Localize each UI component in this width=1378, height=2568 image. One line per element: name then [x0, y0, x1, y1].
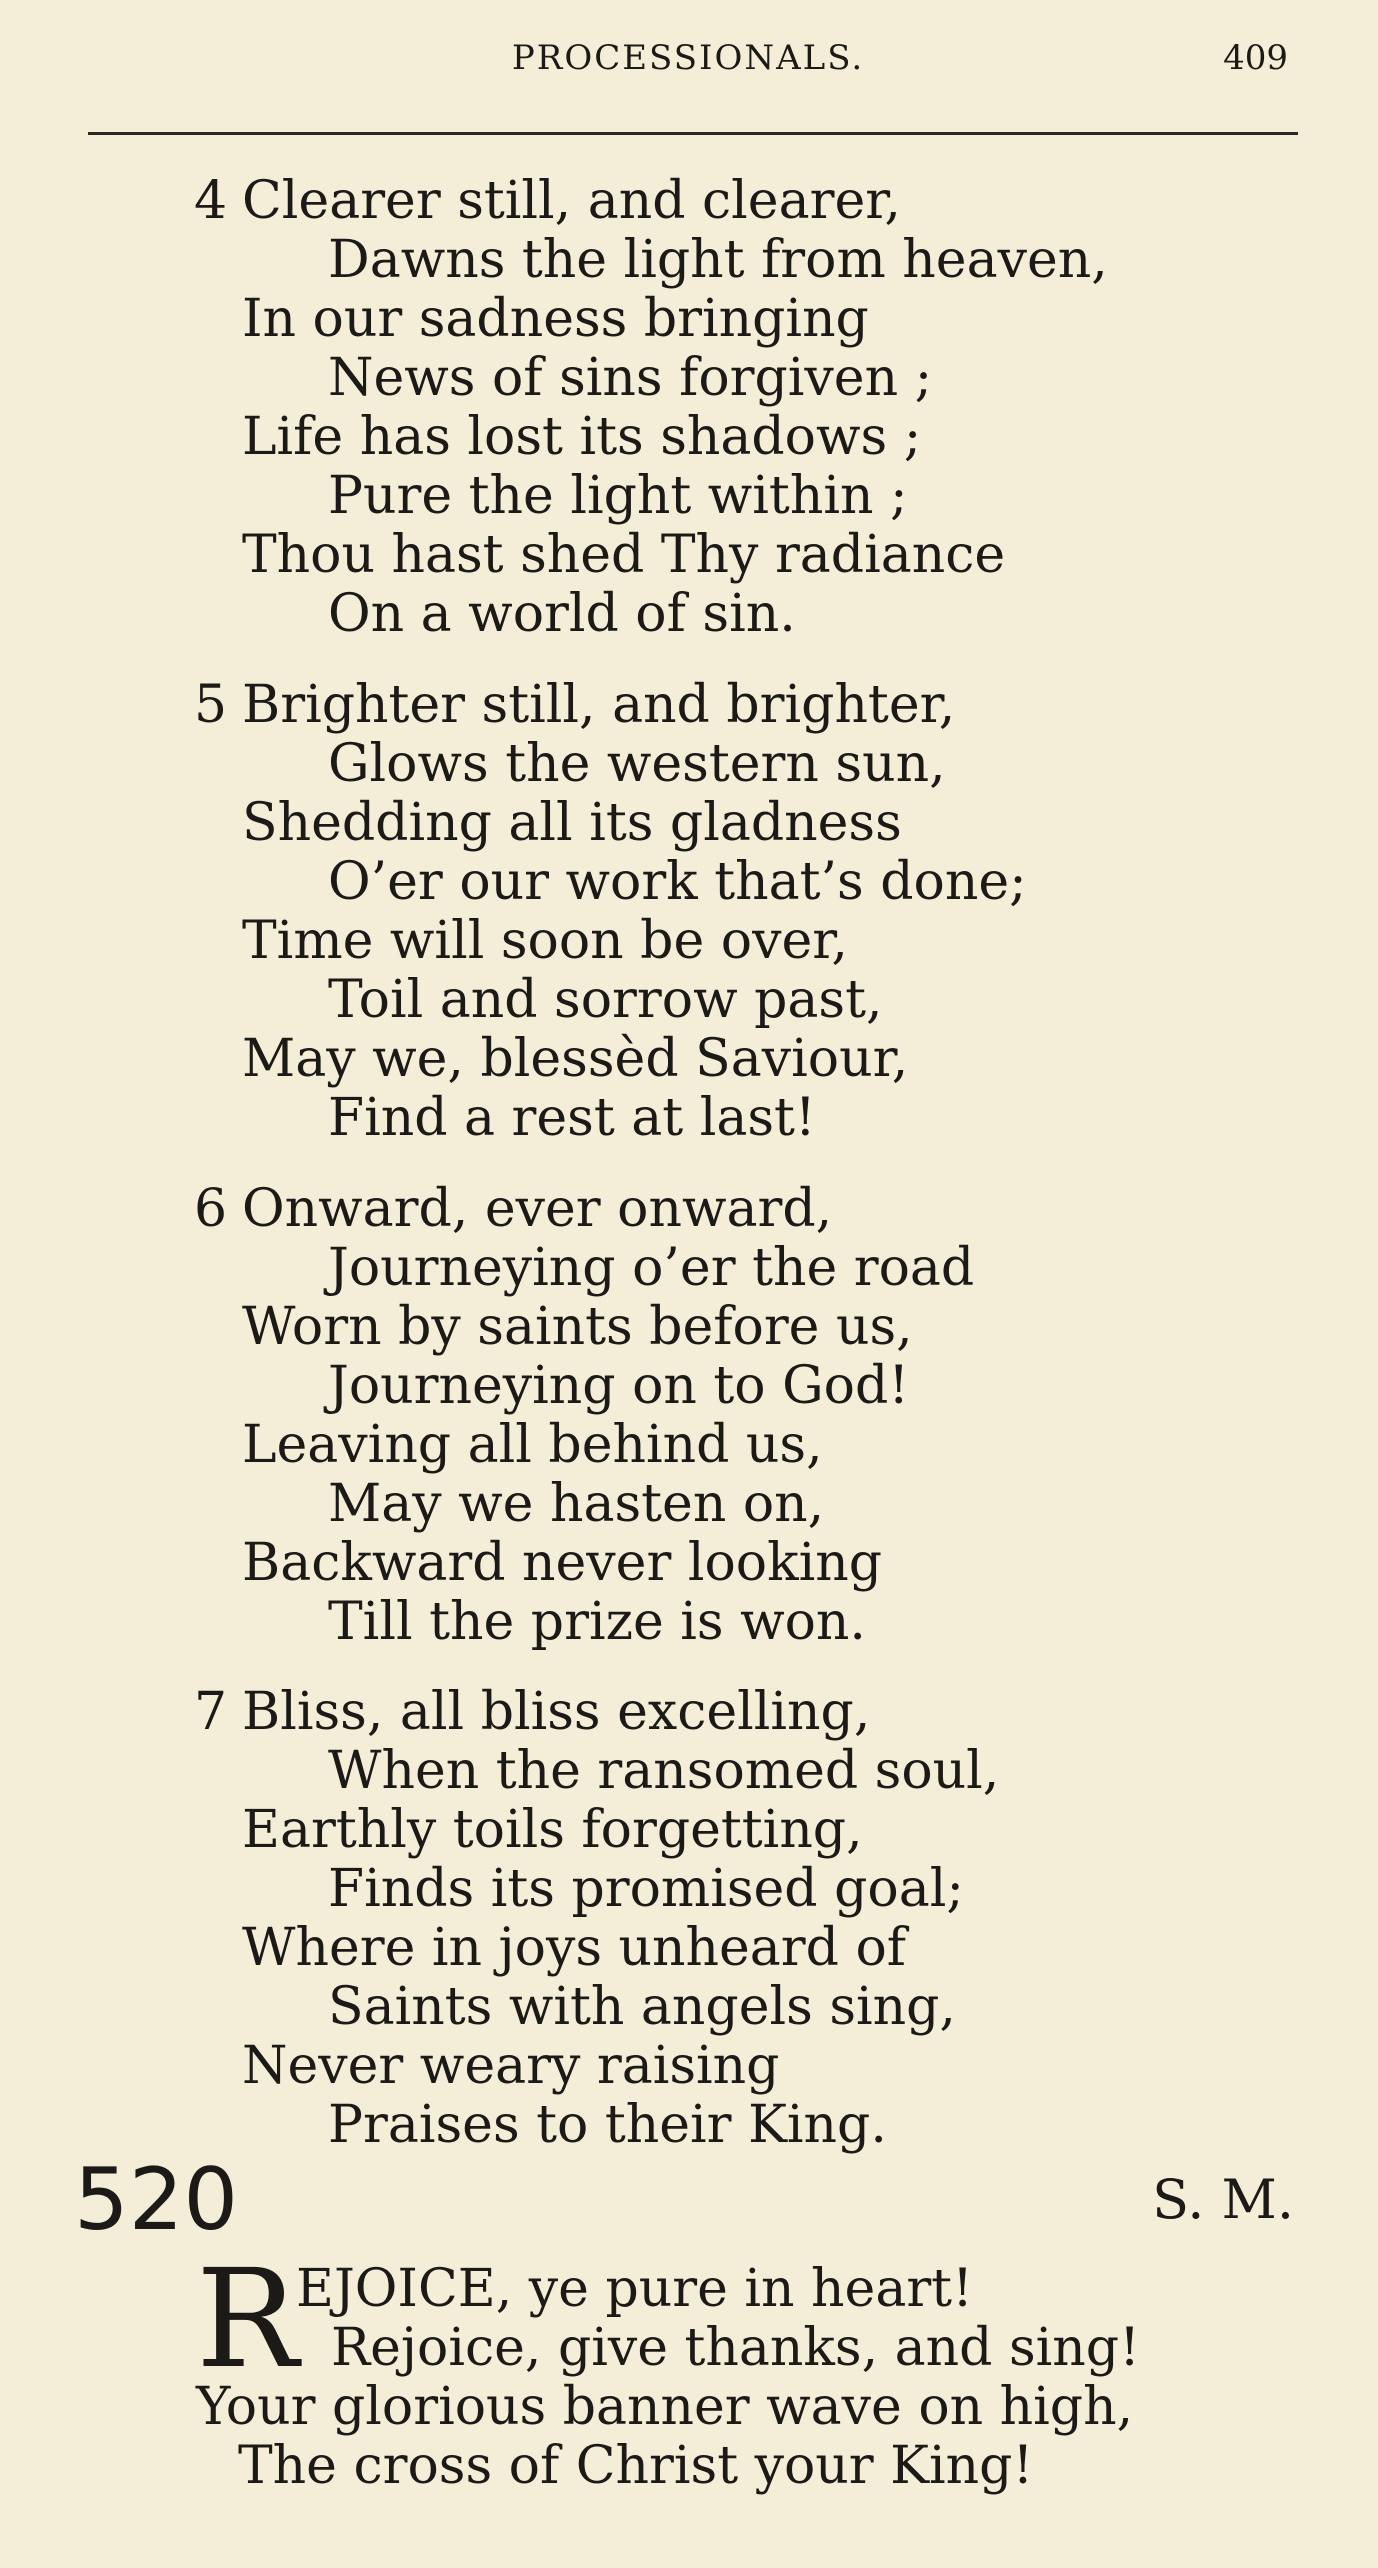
verse-line: O’er our work that’s done; — [328, 852, 1027, 912]
verse-line: In our sadness bringing — [242, 289, 869, 349]
hymn-heading — [74, 2150, 1294, 2250]
verse-line: The cross of Christ your King! — [238, 2436, 1034, 2496]
verse-line: Onward, ever onward, — [242, 1179, 833, 1239]
hymn-meter: S. M. — [1152, 2168, 1294, 2231]
verse-line: Time will soon be over, — [242, 911, 848, 971]
verse-line: Dawns the light from heaven, — [328, 230, 1108, 290]
page-header — [88, 38, 1288, 88]
verse-line: Life has lost its shadows ; — [242, 407, 922, 467]
verse-number: 6 — [194, 1179, 228, 1239]
verse-line: Till the prize is won. — [328, 1592, 866, 1652]
verse-line: Clearer still, and clearer, — [242, 171, 901, 231]
verse-line: May we, blessèd Saviour, — [242, 1029, 909, 1089]
verse-line: Praises to their King. — [328, 2095, 887, 2155]
verse-line: Shedding all its gladness — [242, 793, 902, 853]
verse-5 — [194, 675, 1242, 1148]
verse-line: Earthly toils forgetting, — [242, 1800, 863, 1860]
verse-6 — [194, 1179, 1242, 1652]
verse-line: Journeying on to God! — [328, 1356, 910, 1416]
page-number: 409 — [1223, 38, 1288, 78]
verse-line: Brighter still, and brighter, — [242, 675, 956, 735]
verse-line: Journeying o’er the road — [328, 1238, 975, 1298]
verse-number: 7 — [194, 1682, 228, 1742]
verse-line: Your glorious banner wave on high, — [196, 2377, 1134, 2437]
verse-line: May we hasten on, — [328, 1474, 825, 1534]
verse-number: 4 — [194, 171, 228, 231]
verse-line: Leaving all behind us, — [242, 1415, 823, 1475]
verse-line: Glows the western sun, — [328, 734, 946, 794]
verse-line: Bliss, all bliss excelling, — [242, 1682, 871, 1742]
verse-line: EJOICE, ye pure in heart! — [296, 2259, 973, 2319]
verse-line: Pure the light within ; — [328, 466, 908, 526]
verse-7 — [194, 1682, 1242, 2155]
verse-line: Where in joys unheard of — [242, 1918, 907, 1978]
verse-line: Saints with angels sing, — [328, 1977, 956, 2037]
drop-cap: R — [196, 2241, 299, 2399]
verse-line: News of sins forgiven ; — [328, 348, 933, 408]
header-rule — [88, 132, 1298, 135]
verse-line: On a world of sin. — [328, 584, 796, 644]
verse-line: Backward never looking — [242, 1533, 882, 1593]
running-title: PROCESSIONALS. — [511, 38, 865, 78]
verse-line: When the ransomed soul, — [328, 1741, 1000, 1801]
verse-line: Toil and sorrow past, — [328, 970, 883, 1030]
verse-line: Finds its promised goal; — [328, 1859, 964, 1919]
verse-number: 5 — [194, 675, 228, 735]
verse-line: Thou hast shed Thy radiance — [242, 525, 1006, 585]
verse-line: Rejoice, give thanks, and sing! — [331, 2318, 1140, 2378]
hymn-number: 520 — [74, 2150, 239, 2250]
verse-4 — [194, 171, 1242, 644]
verse-line: Worn by saints before us, — [242, 1297, 913, 1357]
verse-line: Find a rest at last! — [328, 1088, 816, 1148]
verse-line: Never weary raising — [242, 2036, 780, 2096]
